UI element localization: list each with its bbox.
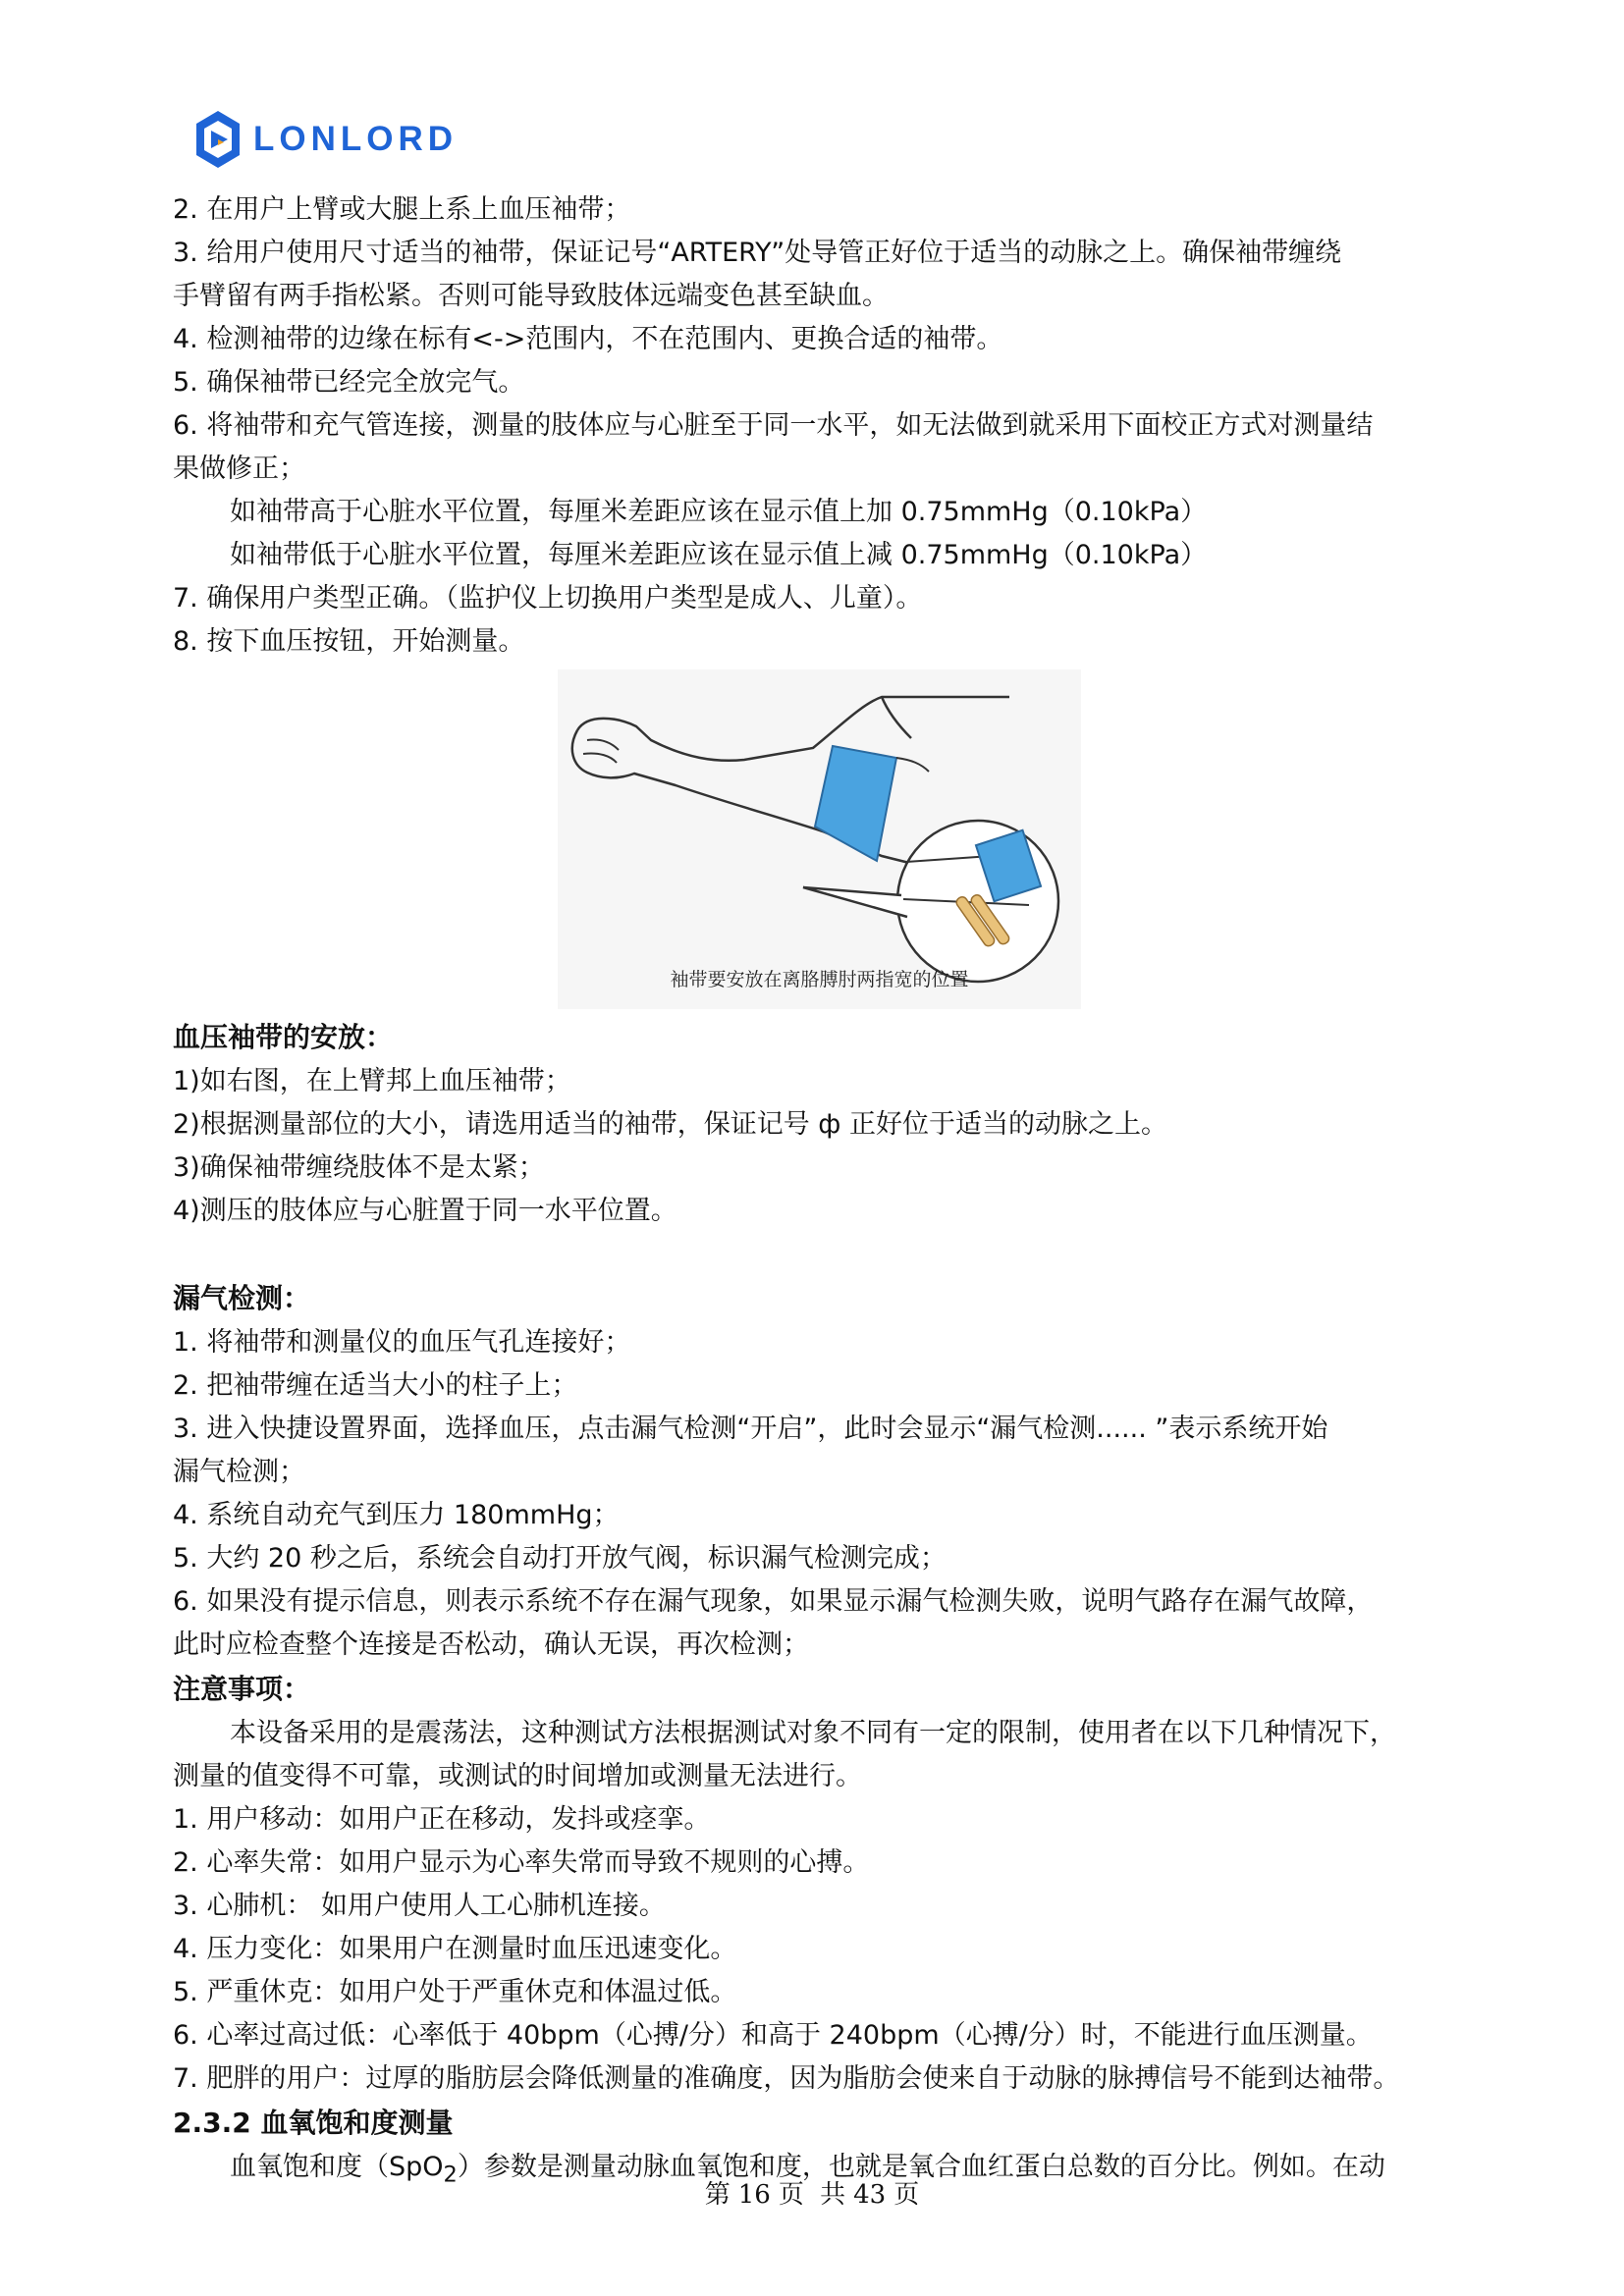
paragraph-line: 测量的值变得不可靠，或测试的时间增加或测量无法进行。 bbox=[173, 1761, 862, 1791]
spo2-subscript: 2 bbox=[443, 2162, 458, 2188]
step-line: 6. 将袖带和充气管连接，测量的肢体应与心脏至于同一水平，如无法做到就采用下面校正方式对测量结 bbox=[173, 410, 1374, 441]
list-item: 1)如右图，在上臂邦上血压袖带； bbox=[173, 1066, 571, 1096]
list-item: 1. 将袖带和测量仪的血压气孔连接好； bbox=[173, 1327, 631, 1358]
measurement-steps bbox=[173, 188, 1469, 664]
correction-line: 如袖带低于心脏水平位置，每厘米差距应该在显示值上减 0.75mmHg（0.10kPa） bbox=[230, 540, 1208, 570]
list-item: 5. 严重休克：如用户处于严重休克和体温过低。 bbox=[173, 1977, 737, 2007]
brand-name: LONLORD bbox=[253, 120, 459, 158]
document-body bbox=[173, 188, 1469, 2196]
company-logo bbox=[194, 108, 458, 171]
spo2-text-b: ）参数是测量动脉血氧饱和度，也就是氧合血红蛋白总数的百分比。例如。在动 bbox=[457, 2152, 1385, 2182]
list-item: 6. 如果没有提示信息，则表示系统不存在漏气现象，如果显示漏气检测失败，说明气路存在漏气故障， bbox=[173, 1586, 1374, 1617]
footer-prefix: 第 bbox=[704, 2180, 731, 2210]
step-line: 手臂留有两手指松紧。否则可能导致肢体远端变色甚至缺血。 bbox=[173, 281, 889, 311]
step-line: 2. 在用户上臂或大腿上系上血压袖带； bbox=[173, 194, 631, 225]
list-item: 4. 系统自动充气到压力 180mmHg； bbox=[173, 1500, 620, 1530]
section-heading: 2.3.2 血氧饱和度测量 bbox=[173, 2107, 454, 2139]
step-line: 果做修正； bbox=[173, 454, 305, 484]
list-item: 漏气检测； bbox=[173, 1457, 305, 1487]
list-item: 3)确保袖带缠绕肢体不是太紧； bbox=[173, 1152, 545, 1183]
page-number: 16 bbox=[737, 2180, 771, 2210]
page-footer bbox=[0, 2174, 1624, 2211]
list-item: 6. 心率过高过低：心率低于 40bpm（心搏/分）和高于 240bpm（心搏/分）时，不能进行血压测量。 bbox=[173, 2020, 1373, 2051]
list-item: 2. 把袖带缠在适当大小的柱子上； bbox=[173, 1370, 578, 1401]
correction-line: 如袖带高于心脏水平位置，每厘米差距应该在显示值上加 0.75mmHg（0.10kPa） bbox=[230, 497, 1208, 527]
leak-check-section bbox=[173, 1276, 1469, 1667]
footer-middle: 页 共 bbox=[778, 2180, 846, 2210]
list-item: 4. 压力变化：如果用户在测量时血压迅速变化。 bbox=[173, 1934, 737, 1964]
section-heading: 血压袖带的安放： bbox=[173, 1021, 394, 1053]
list-item: 5. 大约 20 秒之后，系统会自动打开放气阀，标识漏气检测完成； bbox=[173, 1543, 947, 1574]
list-item: 2. 心率失常：如用户显示为心率失常而导致不规则的心搏。 bbox=[173, 1847, 870, 1878]
step-line: 7. 确保用户类型正确。（监护仪上切换用户类型是成人、儿童）。 bbox=[173, 583, 923, 614]
cuff-placement-figure bbox=[558, 669, 1081, 1009]
list-item: 4)测压的肢体应与心脏置于同一水平位置。 bbox=[173, 1196, 677, 1226]
step-line: 8. 按下血压按钮，开始测量。 bbox=[173, 626, 525, 657]
figure-caption: 袖带要安放在离胳膊肘两指宽的位置 bbox=[670, 969, 969, 990]
list-item: 3. 进入快捷设置界面，选择血压，点击漏气检测“开启”，此时会显示“漏气检测...... ”表示系统开始 bbox=[173, 1414, 1328, 1444]
cuff-placement-section bbox=[173, 1015, 1469, 1233]
arm-cuff-illustration bbox=[558, 669, 1081, 1009]
lonlord-logo-icon bbox=[194, 109, 242, 170]
section-heading: 注意事项： bbox=[173, 1673, 311, 1705]
list-item: 此时应检查整个连接是否松动，确认无误，再次检测； bbox=[173, 1629, 809, 1660]
list-item: 7. 肥胖的用户：过厚的脂肪层会降低测量的准确度，因为脂肪会使来自于动脉的脉搏信号不能到达袖带。 bbox=[173, 2063, 1400, 2094]
step-line: 5. 确保袖带已经完全放完气。 bbox=[173, 367, 525, 398]
list-item: 3. 心肺机： 如用户使用人工心肺机连接。 bbox=[173, 1891, 666, 1921]
paragraph-line: 本设备采用的是震荡法，这种测试方法根据测试对象不同有一定的限制，使用者在以下几种情况下， bbox=[230, 1718, 1396, 1748]
notes-section bbox=[173, 1667, 1469, 2101]
step-line: 4. 检测袖带的边缘在标有<->范围内，不在范围内、更换合适的袖带。 bbox=[173, 324, 1003, 354]
list-item: 2)根据测量部位的大小，请选用适当的袖带，保证记号 ф 正好位于适当的动脉之上。 bbox=[173, 1109, 1167, 1140]
spo2-text-a: 血氧饱和度（SpO bbox=[230, 2152, 444, 2182]
list-item: 1. 用户移动：如用户正在移动，发抖或痉挛。 bbox=[173, 1804, 711, 1835]
footer-suffix: 页 bbox=[893, 2180, 920, 2210]
section-heading: 漏气检测： bbox=[173, 1282, 311, 1314]
step-line: 3. 给用户使用尺寸适当的袖带，保证记号“ARTERY”处导管正好位于适当的动脉之上。确保袖带缠绕 bbox=[173, 238, 1342, 268]
total-pages: 43 bbox=[853, 2180, 887, 2210]
